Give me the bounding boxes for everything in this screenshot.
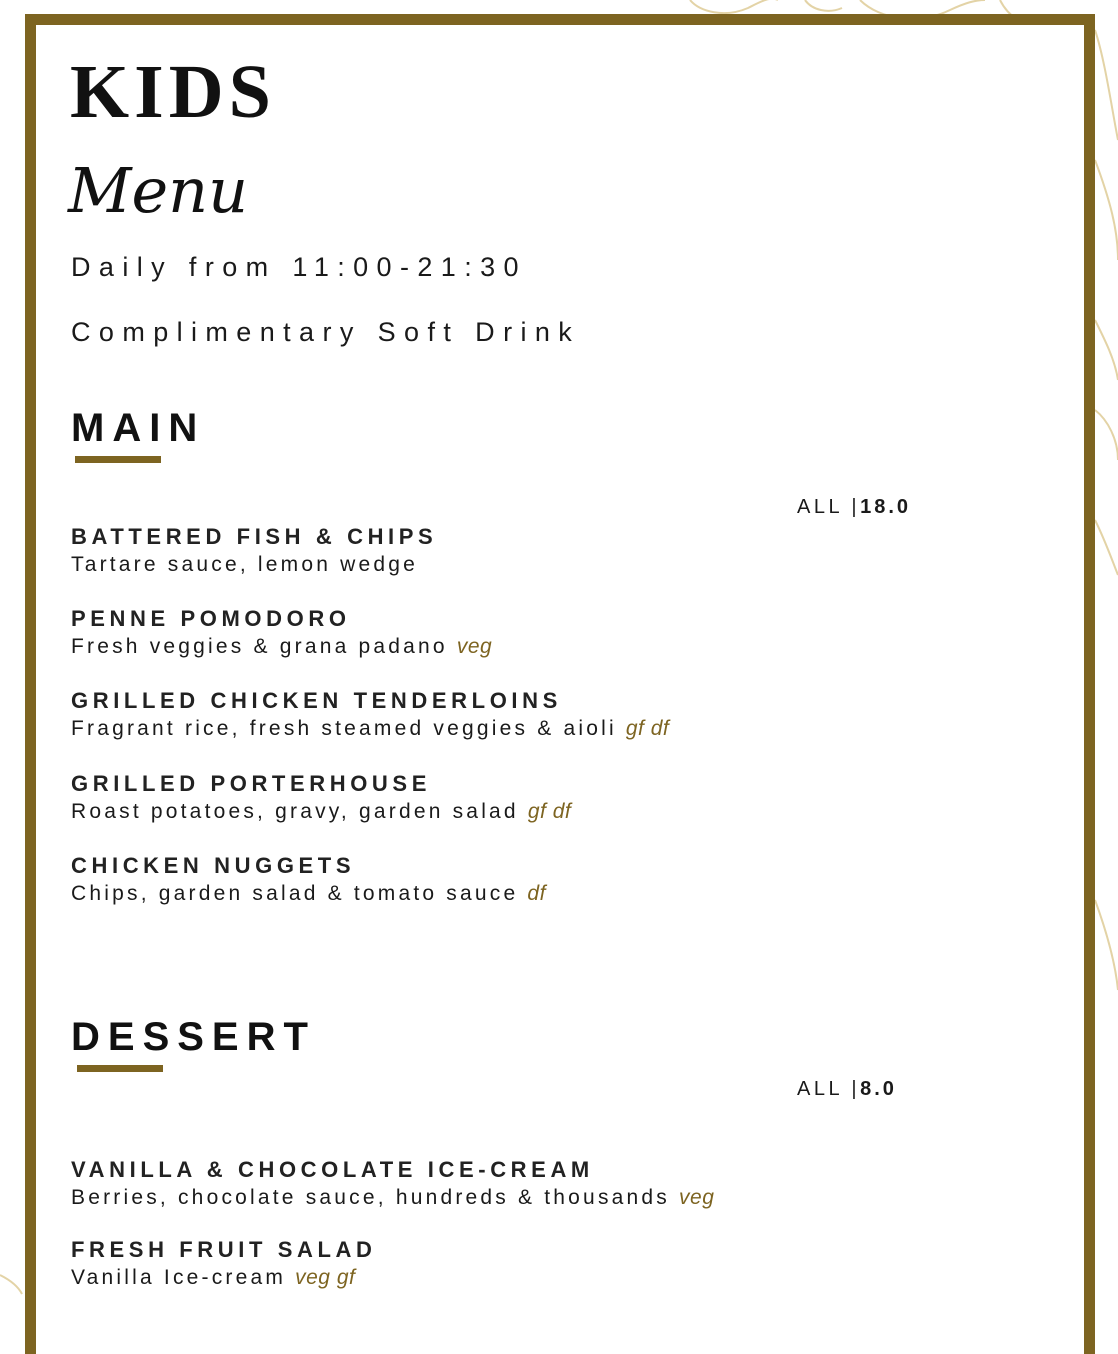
- item-name: FRESH FRUIT SALAD: [71, 1237, 377, 1262]
- item-name: CHICKEN NUGGETS: [71, 853, 356, 878]
- item-description: Tartare sauce, lemon wedge: [71, 553, 419, 576]
- item-name: VANILLA & CHOCOLATE ICE-CREAM: [71, 1157, 594, 1182]
- main-price: [797, 496, 911, 519]
- menu-script-title: [66, 150, 266, 240]
- item-name: PENNE POMODORO: [71, 606, 351, 631]
- dessert-heading-underline: [77, 1065, 163, 1072]
- main-heading-underline: [75, 456, 161, 463]
- dessert-price-amount: 8.0: [860, 1078, 897, 1100]
- item-name: GRILLED CHICKEN TENDERLOINS: [71, 688, 562, 713]
- item-description: Fragrant rice, fresh steamed veggies & aioli gf df: [71, 717, 670, 740]
- menu-item: [71, 852, 546, 908]
- item-description: Chips, garden salad & tomato sauce df: [71, 882, 546, 905]
- item-name: GRILLED PORTERHOUSE: [71, 771, 431, 796]
- dietary-tag: gf df: [625, 717, 670, 740]
- menu-item: [71, 523, 437, 579]
- dietary-tag: veg: [456, 635, 493, 658]
- main-price-amount: 18.0: [860, 496, 912, 518]
- dietary-tag: veg: [679, 1186, 715, 1209]
- dietary-tag: gf df: [527, 800, 572, 823]
- dessert-price-label: ALL |: [797, 1078, 861, 1100]
- item-description: Fresh veggies & grana padano veg: [71, 635, 493, 658]
- dietary-tag: df: [527, 882, 546, 905]
- menu-item: [71, 605, 492, 661]
- menu-item: [71, 1156, 714, 1212]
- complimentary-note: Complimentary Soft Drink: [71, 317, 581, 347]
- item-name: BATTERED FISH & CHIPS: [71, 524, 438, 549]
- dietary-tag: veg gf: [295, 1266, 356, 1289]
- hours-text: Daily from 11:00-21:30: [71, 252, 527, 282]
- main-price-label: ALL |: [797, 496, 861, 518]
- menu-item: [71, 1236, 377, 1292]
- menu-item: [71, 770, 571, 826]
- main-section-heading: MAIN: [71, 406, 206, 450]
- dessert-section-heading: DESSERT: [71, 1015, 316, 1059]
- menu-item: [71, 687, 669, 743]
- item-description: Roast potatoes, gravy, garden salad gf df: [71, 800, 572, 823]
- menu-title: KIDS: [70, 50, 276, 134]
- dessert-price: [797, 1078, 897, 1101]
- script-title-text: Menu: [68, 154, 249, 227]
- item-description: Vanilla Ice-cream veg gf: [71, 1266, 356, 1289]
- item-description: Berries, chocolate sauce, hundreds & thousands veg: [71, 1186, 715, 1209]
